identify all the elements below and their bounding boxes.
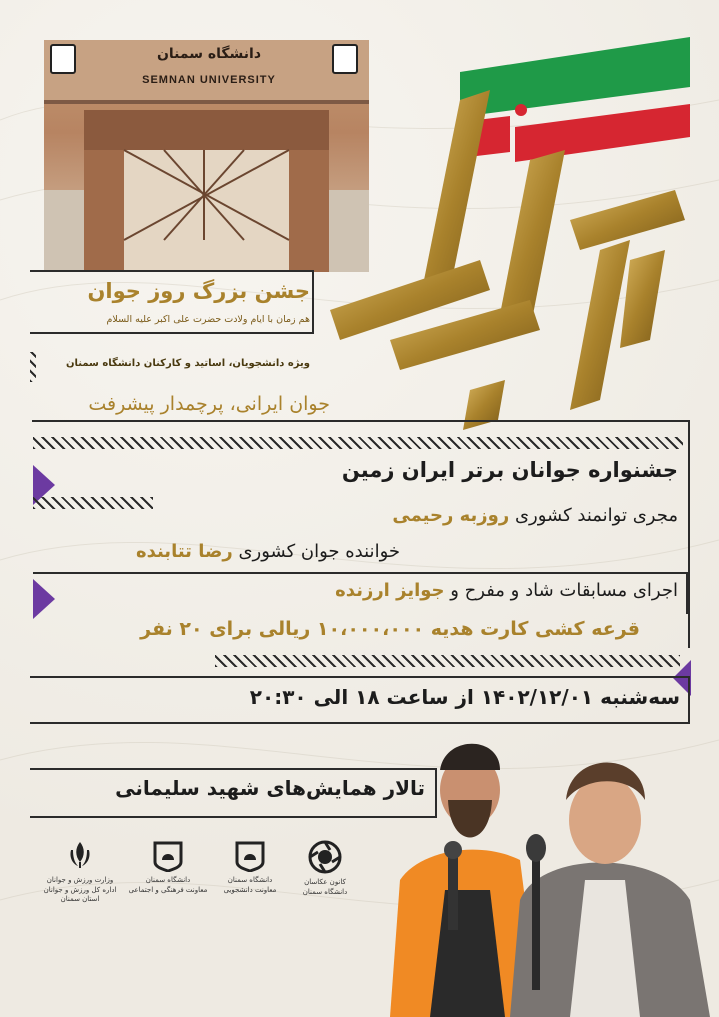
event-title: جشن بزرگ روز جوان bbox=[87, 279, 310, 303]
schedule-datetime: سه‌شنبه ۱۴۰۲/۱۲/۰۱ از ساعت ۱۸ الی ۲۰:۳۰ bbox=[249, 685, 680, 709]
audience-hatch bbox=[30, 352, 36, 382]
host-name: روزبه رحیمی bbox=[392, 505, 510, 526]
sponsor-3-line2: معاونت دانشجویی bbox=[223, 886, 277, 894]
sponsor-2-line1: دانشگاه سمنان bbox=[145, 876, 191, 884]
sponsor-4-line2: دانشگاه سمنان bbox=[302, 888, 348, 896]
sponsor-3-line1: دانشگاه سمنان bbox=[227, 876, 273, 884]
university-gate-photo bbox=[44, 40, 369, 272]
camera-club-icon bbox=[308, 840, 342, 874]
row-divider-1 bbox=[33, 497, 153, 509]
sponsor-logo-2 bbox=[128, 840, 208, 920]
sponsor-1-line1: وزارت ورزش و جوانان bbox=[46, 876, 114, 884]
iran-emblem-icon bbox=[65, 840, 95, 870]
singer-prefix: خواننده جوان کشوری bbox=[238, 541, 400, 562]
university-name-en: SEMNAN UNIVERSITY bbox=[142, 74, 276, 86]
brand-title-art bbox=[330, 90, 700, 430]
university-emblem-right-icon bbox=[332, 44, 358, 74]
performers-photo bbox=[370, 730, 719, 1017]
audience-text: ویژه دانشجویان، اساتید و کارکنان دانشگاه سمنان bbox=[65, 358, 310, 369]
singer-name: رضا تتابنده bbox=[135, 541, 233, 562]
sponsor-logo-1 bbox=[40, 840, 120, 910]
contest-prizes: جوایز ارزنده bbox=[335, 580, 445, 601]
contest-prefix: اجرای مسابقات شاد و مفرح و bbox=[450, 580, 678, 601]
semnan-university-icon bbox=[152, 840, 184, 872]
semnan-university-icon bbox=[234, 840, 266, 872]
host-prefix: مجری توانمند کشوری bbox=[514, 505, 678, 526]
venue-text: تالار همایش‌های شهید سلیمانی bbox=[115, 776, 425, 800]
festival-text: جشنواره جوانان برتر ایران زمین bbox=[341, 458, 678, 482]
event-occasion: هم زمان با ایام ولادت حضرت علی اکبر علیه السلام bbox=[106, 314, 310, 325]
host-line bbox=[200, 505, 678, 526]
singer-line bbox=[40, 541, 400, 562]
sponsor-1-line2: اداره کل ورزش و جوانان استان سمنان bbox=[43, 886, 117, 903]
sponsor-logo-3 bbox=[210, 840, 290, 920]
university-emblem-left-icon bbox=[50, 44, 76, 74]
lottery-text: قرعه کشی کارت هدیه ۱۰،۰۰۰،۰۰۰ ریالی برای ۲۰ نفر bbox=[140, 618, 640, 640]
festival-hatch bbox=[33, 437, 683, 449]
university-name-fa: دانشگاه سمنان bbox=[156, 46, 262, 62]
slogan-text: جوان ایرانی، پرچمدار پیشرفت bbox=[88, 393, 330, 415]
lottery-hatch bbox=[215, 655, 680, 667]
contest-line bbox=[200, 580, 678, 601]
sponsor-2-line2: معاونت فرهنگی و اجتماعی bbox=[128, 886, 208, 894]
sponsor-4-line1: کانون عکاسان bbox=[304, 878, 346, 886]
sponsor-logo-4 bbox=[290, 840, 360, 920]
